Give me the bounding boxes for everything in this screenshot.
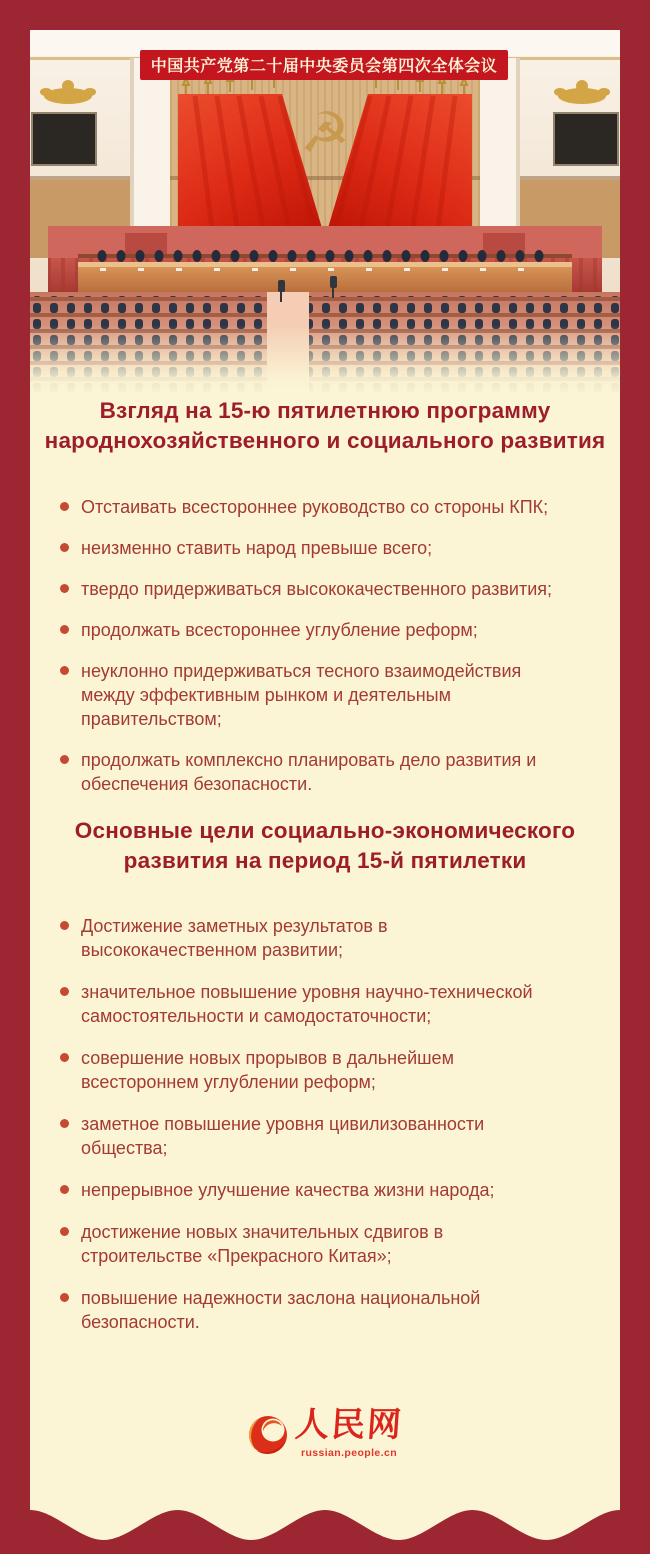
list-item [60,1178,552,1202]
list-item-text: совершение новых прорывов в дальнейшем всестороннем углублении реформ; [81,1048,454,1092]
section-1-list [60,495,552,813]
bullet-icon [60,666,69,675]
site-url[interactable]: russian.people.cn [300,1447,398,1459]
list-item [60,536,552,560]
bullet-icon [60,1053,69,1062]
photo-banner [140,50,508,80]
wall-screen-right [554,113,618,165]
list-item-text: неизменно ставить народ превыше всего; [81,538,433,558]
list-item-text: Отстаивать всестороннее руководство со стороны КПК; [81,497,549,517]
wall-screen-left [32,113,96,165]
list-item [60,914,552,962]
content-panel [30,30,620,1506]
bullet-icon [60,1293,69,1302]
bullet-icon [60,755,69,764]
bullet-icon [60,987,69,996]
wave-edge [30,1506,620,1546]
section-1-title [30,396,620,456]
list-item-text: твердо придерживаться высококачественного развития; [81,579,553,599]
section-2-title-line2: развития на период 15-й пятилетки [123,848,527,873]
hammer-sickle-icon: ☭ [299,101,351,166]
bullet-icon [60,921,69,930]
people-daily-logo-icon [247,1411,289,1464]
bullet-icon [60,625,69,634]
section-2-list [60,914,552,1352]
bullet-icon [60,584,69,593]
bullet-icon [60,1227,69,1236]
list-item-text: Достижение заметных результатов в высококачественном развитии; [81,916,388,960]
list-item-text: продолжать всестороннее углубление реформ; [81,620,478,640]
list-item [60,659,552,731]
list-item [60,748,552,796]
list-item-text: непрерывное улучшение качества жизни народа; [81,1180,495,1200]
bullet-icon [60,543,69,552]
list-item-text: заметное повышение уровня цивилизованности общества; [81,1114,485,1158]
section-1-title-line1: Взгляд на 15-ю пятилетнюю программу [99,398,551,423]
plenum-photo [30,30,620,395]
section-2-title-line1: Основные цели социально-экономического [74,818,576,843]
list-item-text: неуклонно придерживаться тесного взаимодействия между эффективным рынком и деятельным правительством; [81,661,522,729]
bullet-icon [60,1185,69,1194]
photo-banner-text: 中国共产党第二十届中央委员会第四次全体会议 [150,58,498,75]
list-item [60,1220,552,1268]
list-item [60,1046,552,1094]
list-item [60,980,552,1028]
list-item [60,495,552,519]
list-item [60,1112,552,1160]
bullet-icon [60,502,69,511]
photo-fade [30,325,620,395]
list-item-text: повышение надежности заслона национальной безопасности. [81,1288,481,1332]
list-item [60,577,552,601]
list-item-text: достижение новых значительных сдвигов в строительстве «Прекрасного Китая»; [81,1222,444,1266]
people-daily-logo-text: 人民网 [293,1405,405,1445]
bullet-icon [60,1119,69,1128]
section-1-title-line2: народнохозяйственного и социального развития [44,428,606,453]
list-item-text: значительное повышение уровня научно-технической самостоятельности и самодостаточности; [81,982,533,1026]
list-item [60,618,552,642]
people-daily-logo[interactable] [30,1405,620,1464]
section-2-title [30,816,620,876]
list-item-text: продолжать комплексно планировать дело развития и обеспечения безопасности. [81,750,537,794]
list-item [60,1286,552,1334]
